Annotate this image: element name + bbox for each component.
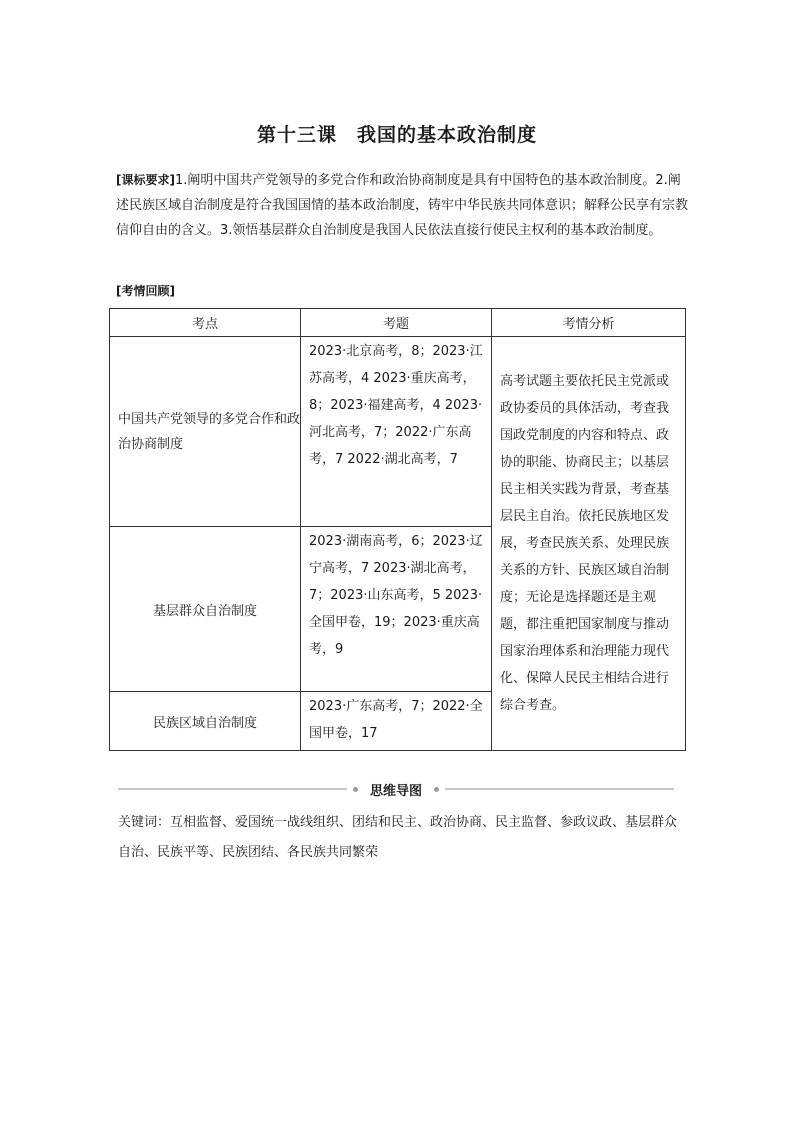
divider-dot-left <box>353 787 358 792</box>
page-title: 第十三课 我国的基本政治制度 <box>256 124 537 146</box>
requirements-text: 1.阐明中国共产党领导的多党合作和政治协商制度是具有中国特色的基本政治制度。2.阐述民族区域自治制度是符合我国国情的基本政治制度，铸牢中华民族共同体意识；解释公民享有宗教信仰自由的含义。3.领悟基层群众自治制度是我国人民依法直接行使民主权利的基本政治制度。 <box>116 173 689 238</box>
requirements-tag: [课标要求] <box>116 173 175 187</box>
row-point: 中国共产党领导的多党合作和政治协商制度 <box>110 337 301 527</box>
table-row <box>110 337 686 527</box>
row-questions: 2023·湖南高考，6；2023·辽宁高考，7 2023·湖北高考，7；2023·山东高考，5 2023·全国甲卷，19；2023·重庆高考，9 <box>301 527 492 692</box>
header-point: 考点 <box>110 309 301 337</box>
divider-dot-right <box>434 787 439 792</box>
analysis-cell: 高考试题主要依托民主党派或政协委员的具体活动，考查我国政党制度的内容和特点、政协的职能、协商民主；以基层民主相关实践为背景，考查基层民主自治。依托民族地区发展，考查民族关系、处理民族关系的方针、民族区域自治制度；无论是选择题还是主观题，都注重把国家制度与推动国家治理体系和治理能力现代化、保障人民民主相结合进行综合考查。 <box>492 337 686 751</box>
keywords-text: 关键词：互相监督、爱国统一战线组织、团结和民主、政治协商、民主监督、参政议政、基层群众自治、民族平等、民族团结、各民族共同繁荣 <box>118 815 678 860</box>
table-header-row <box>110 309 686 337</box>
exam-review-table <box>109 308 686 751</box>
divider-line-right <box>445 788 674 790</box>
header-questions: 考题 <box>301 309 492 337</box>
exam-review-label: [考情回顾] <box>116 284 175 298</box>
curriculum-requirements <box>116 168 690 243</box>
header-analysis: 考情分析 <box>492 309 686 337</box>
row-point: 基层群众自治制度 <box>110 527 301 692</box>
row-questions: 2023·北京高考，8；2023·江苏高考，4 2023·重庆高考，8；2023·福建高考，4 2023·河北高考，7；2022·广东高考，7 2022·湖北高考，7 <box>301 337 492 527</box>
mind-map-section-header <box>118 778 674 800</box>
mind-map-label: 思维导图 <box>370 783 423 799</box>
divider-line-left <box>118 788 347 790</box>
row-point: 民族区域自治制度 <box>110 692 301 751</box>
row-questions: 2023·广东高考，7；2022·全国甲卷，17 <box>301 692 492 751</box>
